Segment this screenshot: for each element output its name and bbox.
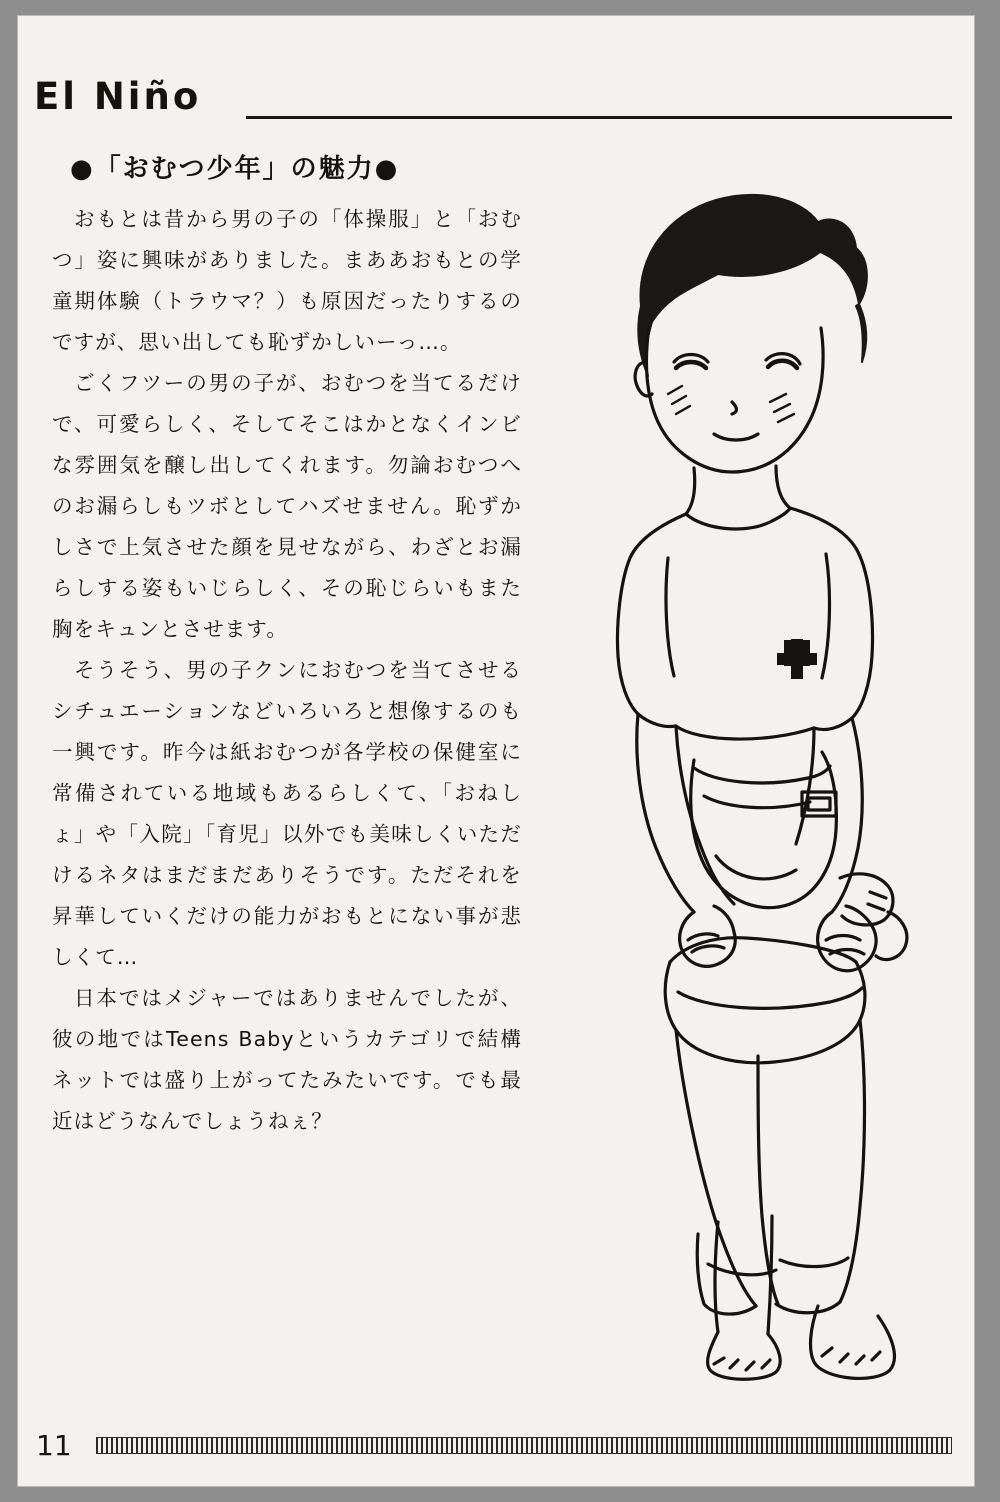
body-paragraph: ごくフツーの男の子が、おむつを当てるだけで、可愛らしく、そしてそこはかとなくインビな雰囲気を醸し出してくれます。勿論おむつへのお漏らしもツボとしてハズせません。恥ずかしさで上気させた顔を見せながら、わざとお漏らしする姿もいじらしく、その恥じらいもまた胸をキュンとさせます。 [52,371,522,641]
illustration-svg [518,156,968,1386]
footer-decorative-bar [96,1437,952,1454]
book-title: El Niño [34,75,202,118]
header-rule [246,116,952,119]
body-paragraph: そうそう、男の子クンにおむつを当てさせるシチュエーションなどいろいろと想像するのも一興です。昨今は紙おむつが各学校の保健室に常備されている地域もあるらしくて、「おねしょ」や「入院」「育児」以外でも美味しくいただけるネタはまだまだありそうです。ただそれを昇華していくだけの能力がおもとにない事が悲しくて… [52,658,522,969]
boy-in-diaper-illustration [518,156,968,1386]
body-paragraph: おもとは昔から男の子の「体操服」と「おむつ」姿に興味がありました。まああおもとの学童期体験（トラウマ？）も原因だったりするのですが、思い出しても恥ずかしいーっ…。 [52,207,522,354]
page-footer [18,1424,974,1464]
page-sheet [18,16,974,1486]
body-paragraph: 日本ではメジャーではありませんでしたが、彼の地ではTeens Babyというカテゴリで結構ネットでは盛り上がってたみたいです。でも最近はどうなんでしょうねぇ？ [52,986,522,1133]
article-text-column [52,148,522,1142]
page-header [18,50,974,118]
page-number: 11 [36,1429,72,1462]
section-heading: ●「おむつ少年」の魅力● [70,154,400,184]
